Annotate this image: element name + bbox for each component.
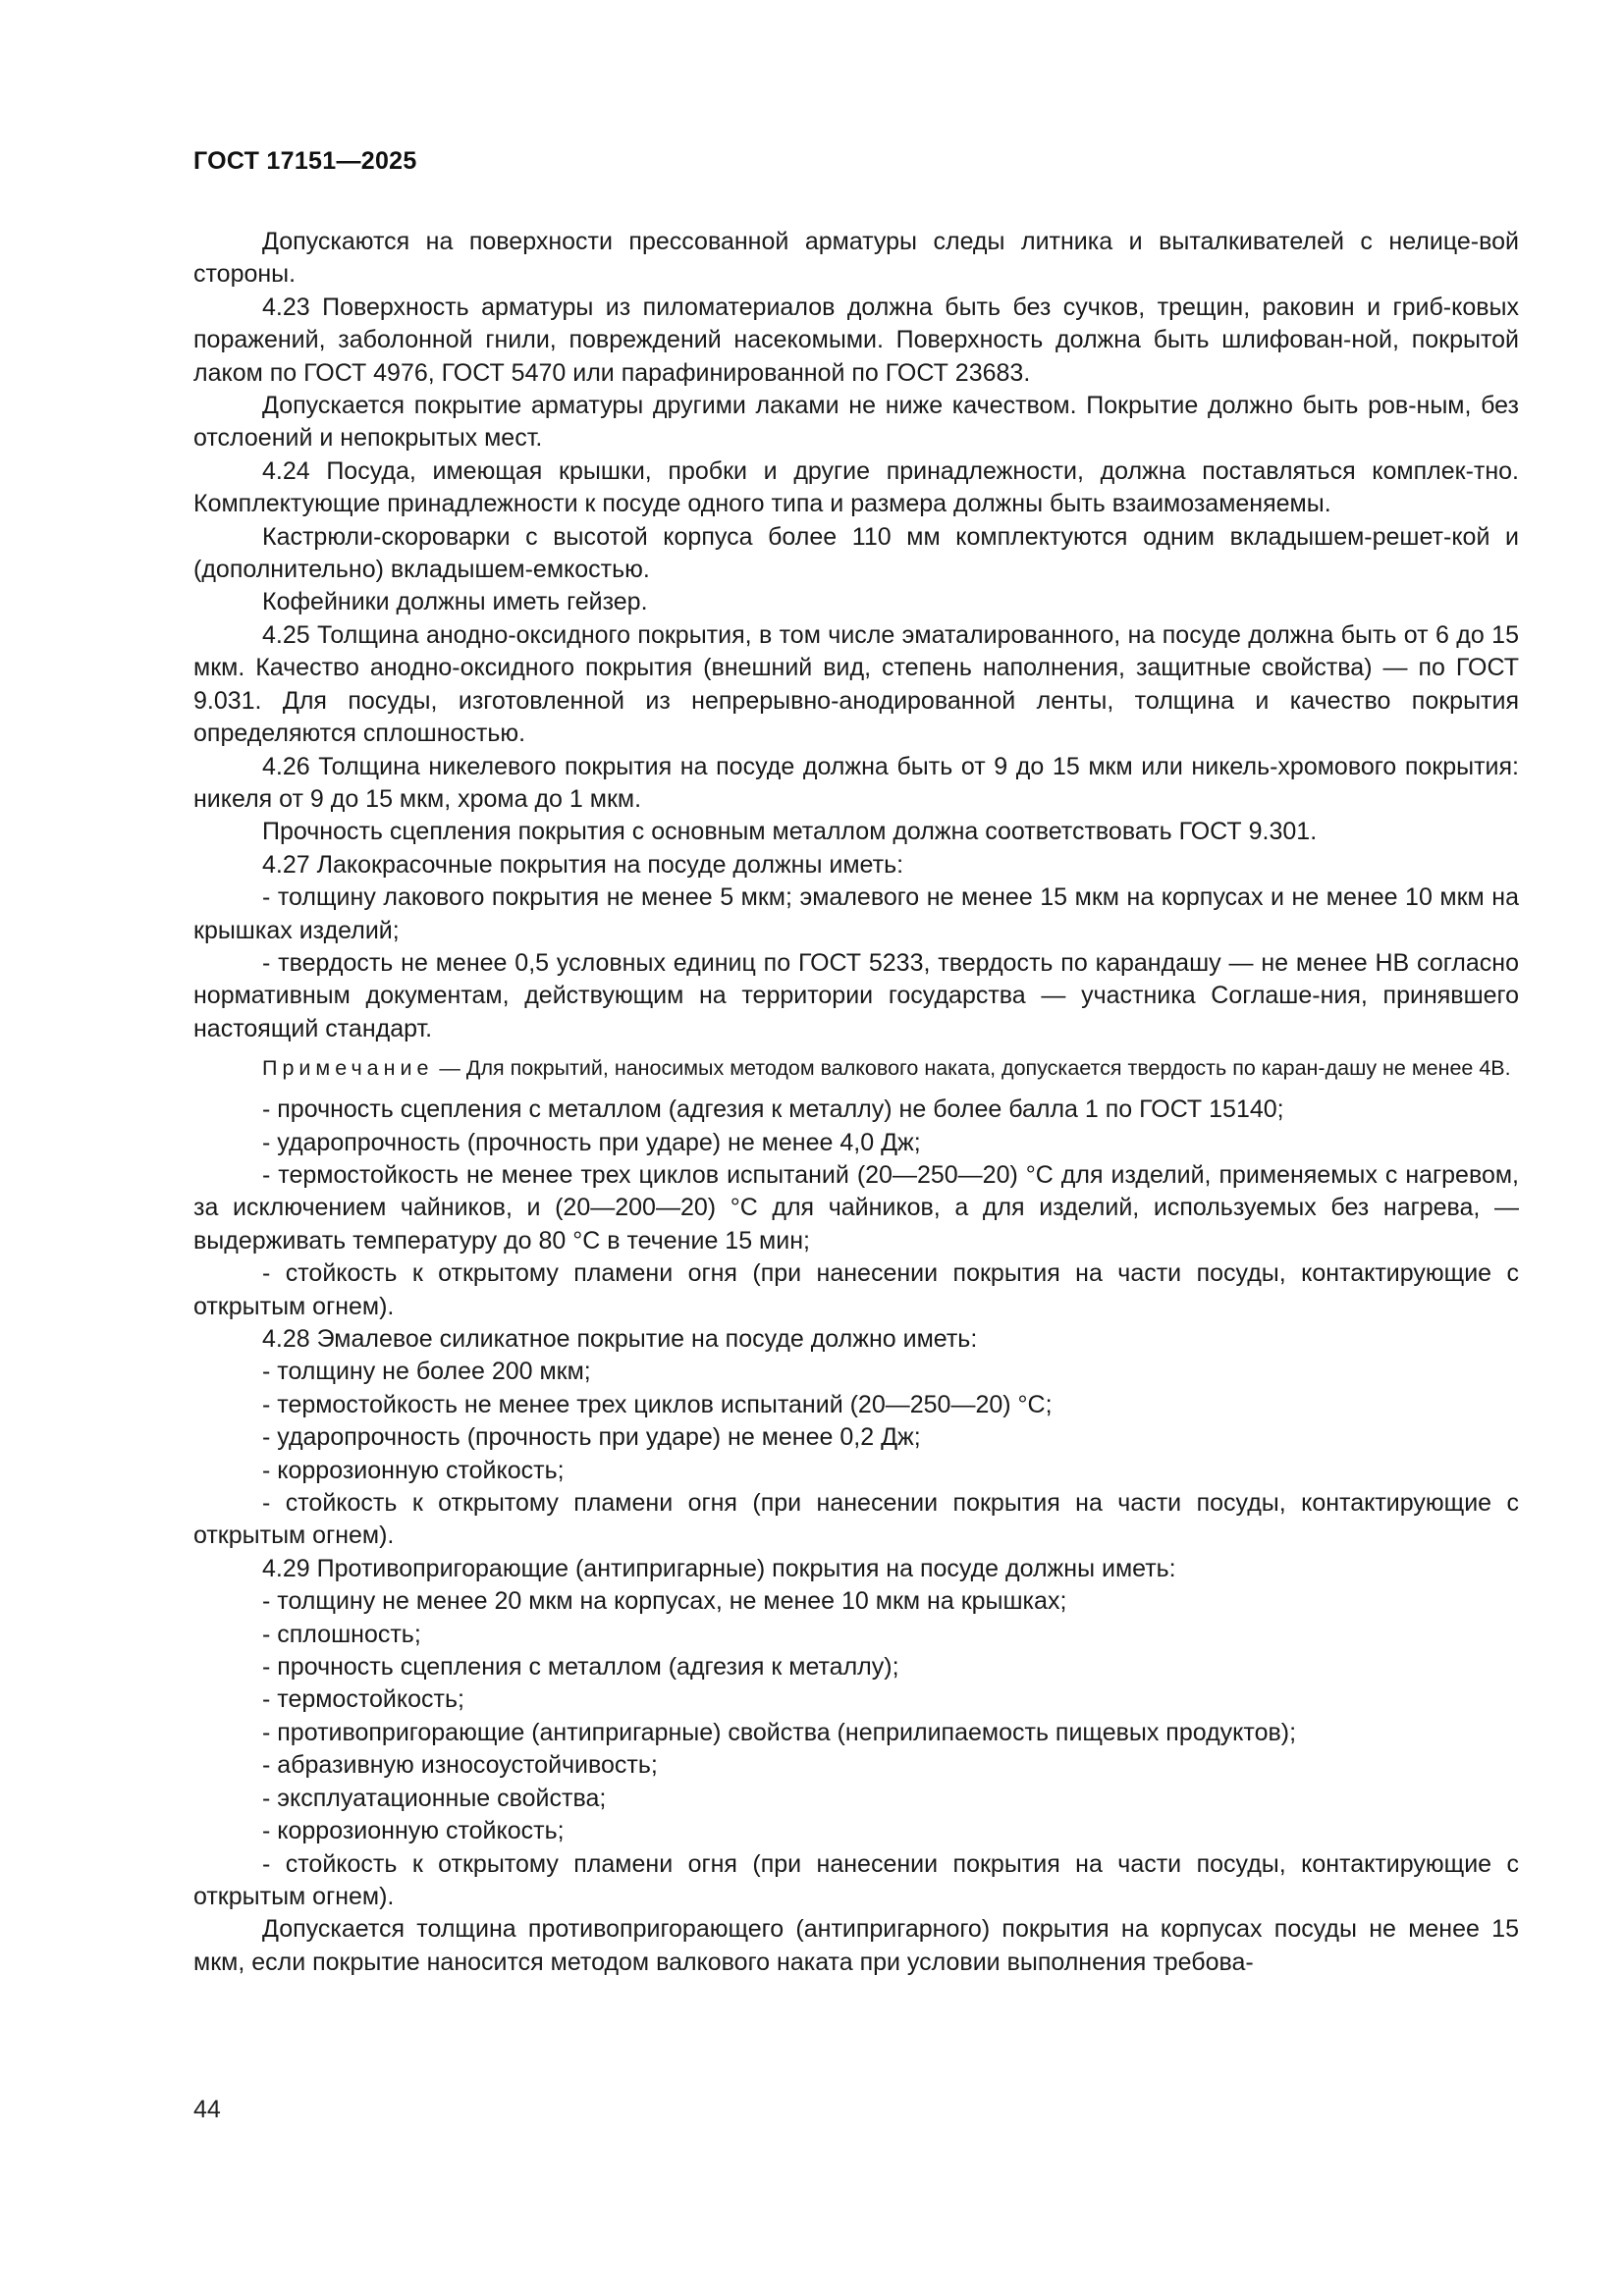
list-item: - стойкость к открытому пламени огня (при нанесении покрытия на части посуды, контактирующие с открытым огнем). [193,1849,1519,1910]
list-item: - толщину лакового покрытия не менее 5 мкм; эмалевого не менее 15 мкм на корпусах и не менее 10 мкм на крышках изделий; [193,883,1519,944]
list-item: - твердость не менее 0,5 условных единиц по ГОСТ 5233, твердость по карандашу — не менее НВ согласно нормативным документам, действующим на территории государства — участника Соглаше-ния, принявшего настоящий стандарт. [193,948,1519,1042]
list-item: - коррозионную стойкость; [262,1817,565,1845]
document-body [193,226,1519,1979]
note-text: — Для покрытий, наносимых методом валкового наката, допускается твердость по каран-дашу не менее 4В. [433,1056,1511,1081]
page-number: 44 [193,2096,221,2123]
paragraph: 4.28 Эмалевое силикатное покрытие на посуде должно иметь: [262,1325,978,1353]
list-item: - коррозионную стойкость; [262,1456,565,1484]
paragraph: 4.23 Поверхность арматуры из пиломатериалов должна быть без сучков, трещин, раковин и гриб-ковых поражений, заболонной гнили, повреждений насекомыми. Поверхность должна быть шлифован-ной, покрытой лаком по ГОСТ 4976, ГОСТ 5470 или парафинированной по ГОСТ 23683. [193,293,1519,387]
document-code-header: ГОСТ 17151—2025 [193,147,417,175]
paragraph: 4.29 Противопригорающие (антипригарные) покрытия на посуде должны иметь: [262,1554,1176,1582]
paragraph: 4.24 Посуда, имеющая крышки, пробки и другие принадлежности, должна поставляться комплек-тно. Комплектующие принадлежности к посуде одного типа и размера должны быть взаимозаменяемы. [193,456,1519,518]
note [193,1053,1519,1084]
paragraph: Допускаются на поверхности прессованной арматуры следы литника и выталкивателей с нелице-вой стороны. [193,228,1519,289]
list-item: - противопригорающие (антипригарные) свойства (неприлипаемость пищевых продуктов); [262,1718,1297,1746]
paragraph: Кофейники должны иметь гейзер. [262,588,648,616]
paragraph: Кастрюли-скороварки с высотой корпуса более 110 мм комплектуются одним вкладышем-решет-кой и (дополнительно) вкладышем-емкостью. [193,522,1519,584]
list-item: - термостойкость не менее трех циклов испытаний (20—250—20) °С; [262,1390,1053,1418]
list-item: - ударопрочность (прочность при ударе) не менее 0,2 Дж; [262,1423,921,1452]
paragraph: Прочность сцепления покрытия с основным металлом должна соответствовать ГОСТ 9.301. [262,818,1318,846]
note-label: Примечание [262,1056,434,1081]
list-item: - эксплуатационные свойства; [262,1784,607,1812]
list-item: - ударопрочность (прочность при ударе) не менее 4,0 Дж; [262,1128,921,1156]
list-item: - толщину не более 200 мкм; [262,1358,591,1386]
paragraph: 4.26 Толщина никелевого покрытия на посуде должна быть от 9 до 15 мкм или никель-хромового покрытия: никеля от 9 до 15 мкм, хрома до 1 мкм. [193,752,1519,813]
paragraph: Допускается покрытие арматуры другими лаками не ниже качеством. Покрытие должно быть ров-ным, без отслоений и непокрытых мест. [193,392,1519,453]
list-item: - прочность сцепления с металлом (адгезия к металлу) не более балла 1 по ГОСТ 15140; [262,1095,1284,1124]
list-item: - толщину не менее 20 мкм на корпусах, не менее 10 мкм на крышках; [262,1587,1067,1616]
paragraph: 4.25 Толщина анодно-оксидного покрытия, в том числе эматалированного, на посуде должна быть от 6 до 15 мкм. Качество анодно-оксидного покрытия (внешний вид, степень наполнения, защитные свойства) — по ГОСТ 9.031. Для посуды, изготовленной из непрерывно-анодированной ленты, толщина и качество покрытия определяются сплошностью. [193,620,1519,748]
paragraph: 4.27 Лакокрасочные покрытия на посуде должны иметь: [262,850,904,879]
list-item: - стойкость к открытому пламени огня (при нанесении покрытия на части посуды, контактирующие с открытым огнем). [193,1259,1519,1320]
list-item: - термостойкость не менее трех циклов испытаний (20—250—20) °С для изделий, применяемых с нагревом, за исключением чайников, и (20—200—20) °С для чайников, а для изделий, используемых без нагрева, — выдерживать температуру до 80 °С в течение 15 мин; [193,1160,1519,1255]
paragraph: Допускается толщина противопригорающего (антипригарного) покрытия на корпусах посуды не менее 15 мкм, если покрытие наносится методом валкового наката при условии выполнения требова- [193,1915,1519,1976]
list-item: - абразивную износоустойчивость; [262,1751,658,1780]
list-item: - стойкость к открытому пламени огня (при нанесении покрытия на части посуды, контактирующие с открытым огнем). [193,1489,1519,1550]
list-item: - термостойкость; [262,1685,464,1714]
list-item: - прочность сцепления с металлом (адгезия к металлу); [262,1653,899,1682]
list-item: - сплошность; [262,1620,421,1648]
